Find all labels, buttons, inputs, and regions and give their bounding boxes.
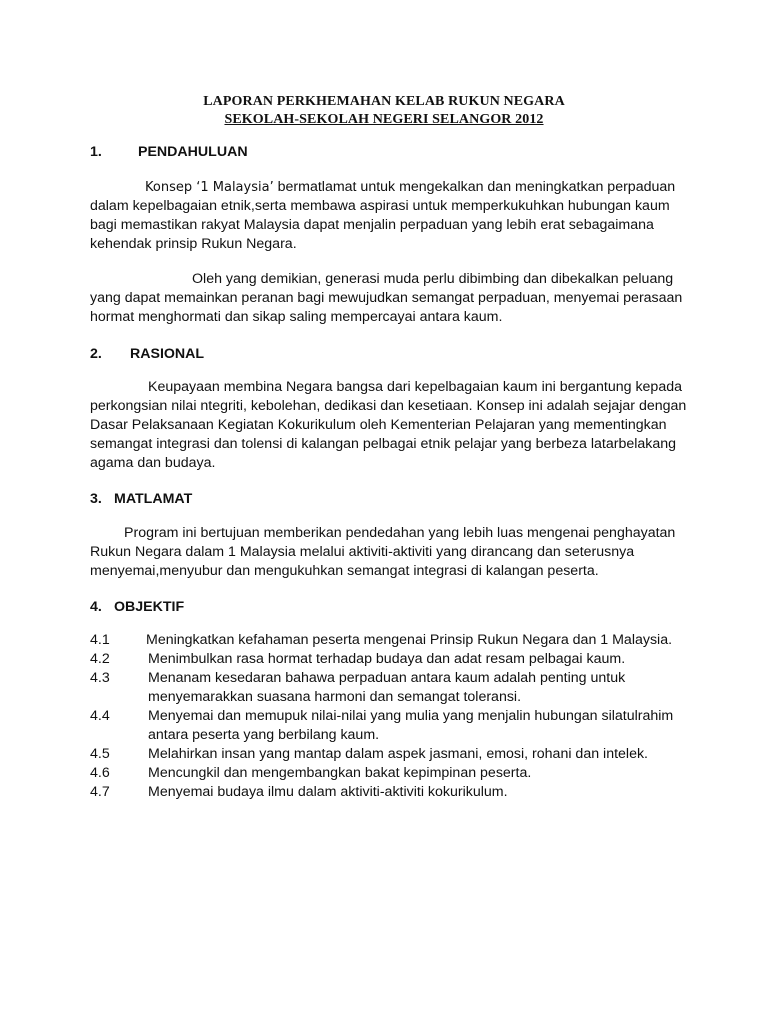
section-1-paragraph-2: Oleh yang demikian, generasi muda perlu dibimbing dan dibekalkan peluang yang dapat memainkan peranan bagi mewujudkan semangat perpaduan, menyemai perasaan hormat menghormati dan sikap saling mempercayai antara kaum. xyxy=(90,271,683,325)
section-2-paragraph: Keupayaan membina Negara bangsa dari kepelbagaian kaum ini bergantung kepada perkongsian nilai ntegriti, kebolehan, dedikasi dan kesetiaan. Konsep ini adalah sejajar dengan Dasar Pelaksanaan Kegiatan Kokurikulum oleh Kementerian Pelajaran yang mementingkan semangat integrasi dan tolensi di kalangan pelbagai etnik pelajar yang berbeza latarbelakang agama dan budaya. xyxy=(90,379,687,471)
section-1-heading xyxy=(90,144,248,160)
item-text: Menimbulkan rasa hormat terhadap budaya dan adat resam pelbagai kaum. xyxy=(148,651,626,667)
item-text: Mencungkil dan mengembangkan bakat kepimpinan peserta. xyxy=(148,765,532,781)
section-3-title: MATLAMAT xyxy=(114,491,193,507)
report-subtitle: SEKOLAH-SEKOLAH NEGERI SELANGOR 2012 xyxy=(224,112,544,127)
objectives-list xyxy=(90,631,673,802)
section-1-paragraph-1: Konsep ‘1 Malaysia’ bermatlamat untuk mengekalkan dan meningkatkan perpaduan dalam kepelbagaian etnik,serta membawa aspirasi untuk memperkukuhkan hubungan kaum bagi memastikan rakyat Malaysia dapat menjalin perpaduan yang lebih erat sebagaimana kehendak prinsip Rukun Negara. xyxy=(90,179,676,252)
item-text: Menyemai dan memupuk nilai-nilai yang mulia yang menjalin hubungan silatulrahim xyxy=(148,708,674,724)
section-3-heading xyxy=(90,491,192,507)
item-continuation: menyemarakkan suasana harmoni dan semangat toleransi. xyxy=(148,689,522,705)
item-text: Menanam kesedaran bahawa perpaduan antara kaum adalah penting untuk xyxy=(148,670,626,686)
item-number: 4.4 xyxy=(90,708,110,724)
list-item xyxy=(90,707,673,726)
list-item xyxy=(90,650,673,669)
section-3-paragraph: Program ini bertujuan memberikan pendedahan yang lebih luas mengenai penghayatan Rukun Negara dalam 1 Malaysia melalui aktiviti-aktiviti yang dirancang dan seterusnya menyemai,menyubur dan mengukuhkan semangat integrasi di kalangan peserta. xyxy=(90,525,676,579)
list-item xyxy=(90,764,673,783)
section-3-number: 3. xyxy=(90,491,102,507)
list-item xyxy=(90,631,673,650)
section-1-number: 1. xyxy=(90,144,102,160)
item-number: 4.1 xyxy=(90,632,110,648)
list-item xyxy=(90,669,673,688)
list-item xyxy=(90,745,673,764)
item-number: 4.5 xyxy=(90,746,110,762)
item-text: Melahirkan insan yang mantap dalam aspek jasmani, emosi, rohani dan intelek. xyxy=(148,746,648,762)
item-number: 4.6 xyxy=(90,765,110,781)
section-4-number: 4. xyxy=(90,599,102,615)
section-1-title: PENDAHULUAN xyxy=(138,144,248,160)
item-text: Menyemai budaya ilmu dalam aktiviti-aktiviti kokurikulum. xyxy=(148,784,508,800)
report-title: LAPORAN PERKHEMAHAN KELAB RUKUN NEGARA xyxy=(203,94,565,109)
section-4-heading xyxy=(90,599,184,615)
item-continuation: antara peserta yang berbilang kaum. xyxy=(148,727,380,743)
section-4-title: OBJEKTIF xyxy=(114,599,185,615)
item-text: Meningkatkan kefahaman peserta mengenai Prinsip Rukun Negara dan 1 Malaysia. xyxy=(146,632,673,648)
item-number: 4.7 xyxy=(90,784,110,800)
section-2-number: 2. xyxy=(90,346,102,362)
item-number: 4.2 xyxy=(90,651,110,667)
item-number: 4.3 xyxy=(90,670,110,686)
section-2-heading xyxy=(90,346,204,362)
konsep-lead: Konsep ‘1 Malaysia’ xyxy=(145,180,274,195)
list-item xyxy=(90,783,673,802)
section-2-title: RASIONAL xyxy=(130,346,205,362)
